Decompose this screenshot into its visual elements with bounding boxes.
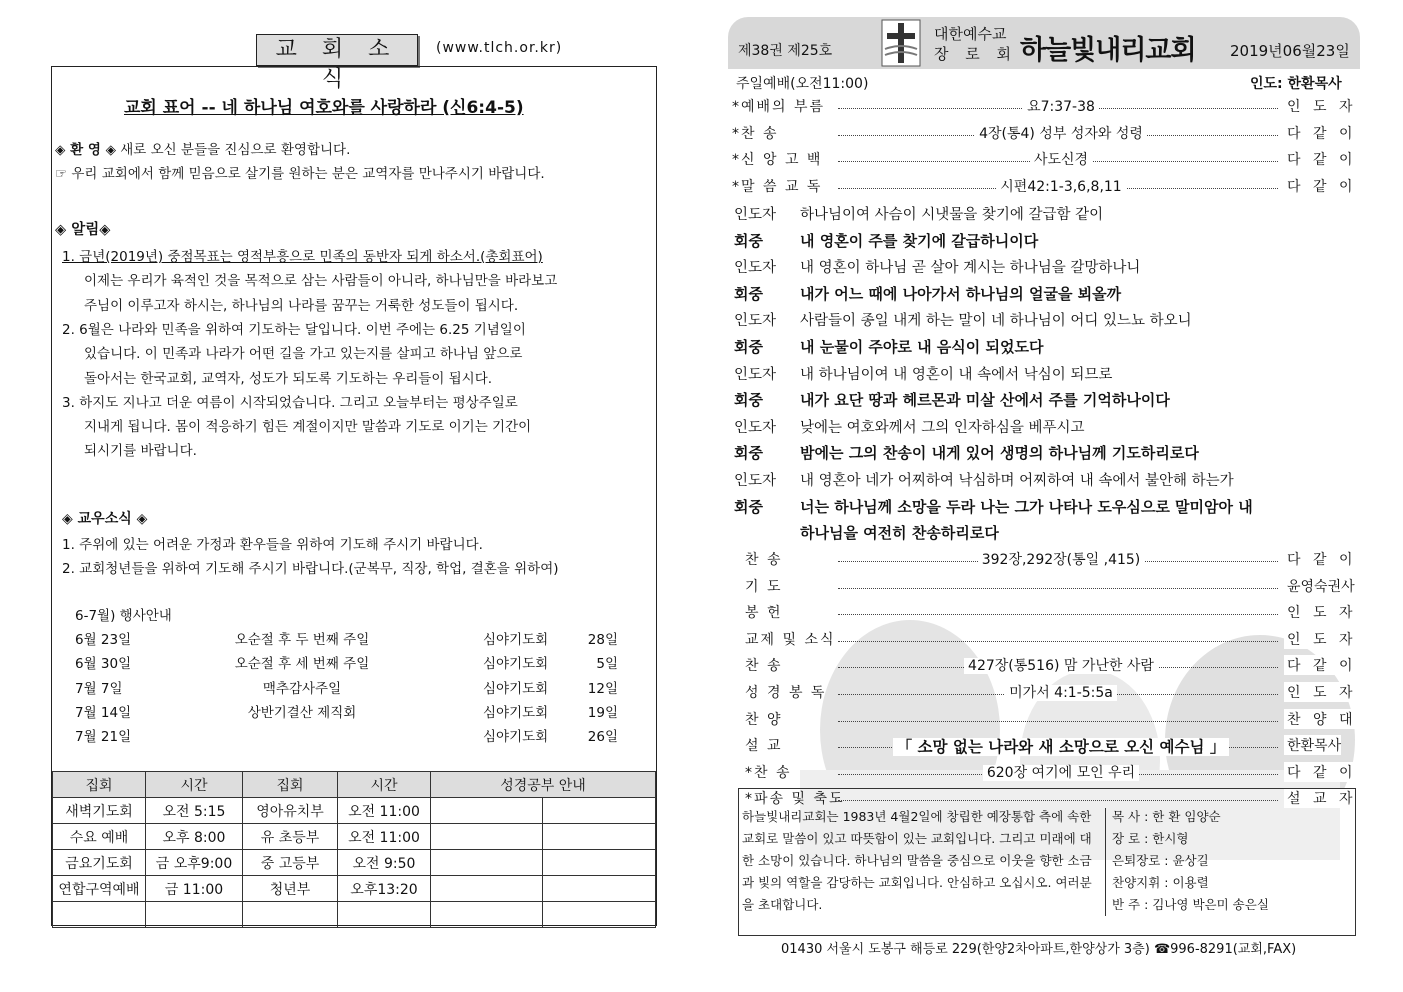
order-label: *말 씀 교 독	[732, 178, 823, 195]
order-by: 다 같 이	[1284, 176, 1356, 196]
event-day: 19일	[587, 704, 618, 721]
responsive-text: 너는 하나님께 소망을 두라 나는 그가 나타나 도우심으로 말미암아 내	[800, 497, 1253, 516]
responsive-speaker: 인도자	[734, 313, 777, 330]
dotted-leader	[838, 721, 1278, 722]
bible-study-cell	[431, 902, 543, 928]
schedule-header: 집회	[53, 772, 146, 798]
responsive-speaker: 회중	[734, 391, 763, 410]
order-by: 설 교 자	[1284, 788, 1356, 808]
order-label: 설 교	[745, 738, 783, 755]
bible-study-cell	[543, 824, 656, 850]
church-introduction: 하늘빛내리교회는 1983년 4월2일에 창립한 예장통합 측에 속한 교회로 말씀이 있고 따뜻함이 있는 교회입니다. 그리고 미래에 대한 소망이 있습니다. 하나님의 말씀을 중심으로 이웃을 향한 소금과 빛의 역할을 감당하는 교회입니다. 안심하고 오십시오. 여러분을 초대합니다.	[742, 809, 1092, 912]
responsive-text: 하나님이여 사슴이 시냇물을 찾기에 갈급함 같이	[800, 207, 1104, 223]
schedule-header: 시간	[146, 772, 243, 798]
event-name: 맥추감사주일	[262, 680, 342, 697]
worship-order-row	[0, 549, 1403, 573]
schedule-cell: 새벽기도회	[53, 798, 146, 824]
responsive-text: 내 영혼아 네가 어찌하여 낙심하며 어찌하여 내 속에서 불안해 하는가	[800, 473, 1234, 489]
worship-order-row	[0, 682, 1403, 706]
responsive-text: 내 눈물이 주야로 내 음식이 되었도다	[800, 338, 1044, 356]
schedule-cell: 오후13:20	[338, 876, 431, 902]
order-by: 인 도 자	[1284, 629, 1356, 649]
order-label: 봉 헌	[745, 605, 783, 622]
staff-entry: 장 로 : 한시형	[1112, 831, 1189, 846]
notice-line: 있습니다. 이 민족과 나라가 어떤 길을 가고 있는지를 살피고 하나님 앞으로	[84, 346, 523, 363]
bible-study-cell	[543, 850, 656, 876]
staff-list	[1112, 806, 1269, 916]
worship-order-row	[0, 762, 1403, 786]
order-label: *찬 송	[732, 125, 779, 142]
order-label: *파송 및 축도	[745, 791, 845, 808]
event-kind: 심야기도회	[483, 680, 549, 697]
denomination	[934, 24, 1017, 64]
bible-study-cell	[543, 876, 656, 902]
event-name: 오순절 후 세 번째 주일	[234, 656, 370, 673]
order-by: 다 같 이	[1284, 655, 1356, 675]
responsive-speaker: 회중	[734, 231, 763, 250]
order-content: 427장(통516) 맘 가난한 사람	[964, 658, 1158, 674]
worship-order-row	[0, 709, 1403, 733]
schedule-cell	[243, 902, 338, 928]
worship-order-row	[0, 735, 1403, 759]
order-by: 인 도 자	[1284, 96, 1356, 116]
schedule-cell	[53, 902, 146, 928]
order-content: 4장(통4) 성부 성자와 성령	[975, 126, 1147, 142]
responsive-speaker: 회중	[734, 338, 763, 356]
order-by: 윤영숙권사	[1284, 576, 1355, 596]
notice-line: 1. 금년(2019년) 중점목표는 영적부흥으로 민족의 동반자 되게 하소서.(총회표어)	[62, 249, 543, 265]
bible-study-cell	[431, 850, 543, 876]
welcome-text: 새로 오신 분들을 진심으로 환영합니다.	[120, 142, 351, 158]
notice-line: 이제는 우리가 육적인 것을 목적으로 삼는 사람들이 아니라, 하나님만을 바라보고	[84, 273, 558, 290]
order-by: 한환목사	[1284, 735, 1341, 755]
schedule-cell: 오전 5:15	[146, 798, 243, 824]
responsive-text: 내가 요단 땅과 헤르몬과 미살 산에서 주를 기억하나이다	[800, 391, 1170, 410]
staff-entry: 목 사 : 한 환 임양순	[1112, 809, 1221, 824]
order-label: *찬 송	[745, 764, 792, 781]
event-day: 5일	[596, 656, 618, 673]
info-divider	[1105, 808, 1106, 916]
church-name: 하늘빛내리교회	[1020, 35, 1196, 66]
schedule-cell: 유 초등부	[243, 824, 338, 850]
event-day: 28일	[587, 632, 618, 648]
dotted-leader	[838, 614, 1278, 615]
order-by: 다 같 이	[1284, 549, 1356, 569]
worship-order-row	[0, 629, 1403, 653]
schedule-cell: 청년부	[243, 876, 338, 902]
responsive-text: 하나님을 여전히 찬송하리로다	[800, 524, 999, 543]
order-by: 다 같 이	[1284, 762, 1356, 782]
order-content: 시편42:1-3,6,8,11	[996, 179, 1125, 195]
order-label: *신 앙 고 백	[732, 152, 823, 168]
schedule-cell: 수요 예배	[53, 824, 146, 850]
event-name: 상반기결산 제직회	[247, 704, 357, 721]
order-label: 기 도	[745, 578, 783, 595]
order-by: 인 도 자	[1284, 602, 1356, 622]
worship-order-row	[0, 655, 1403, 679]
member-news-heading: ◈ 교우소식 ◈	[62, 511, 148, 527]
notice-line: 3. 하지도 지나고 더운 여름이 시작되었습니다. 그리고 오늘부터는 평상주일로	[62, 394, 518, 411]
member-news-item: 1. 주위에 있는 어려운 가정과 환우들을 위하여 기도해 주시기 바랍니다.	[62, 537, 483, 553]
schedule-cell: 금요기도회	[53, 850, 146, 876]
service-time: 주일예배(오전11:00)	[736, 76, 869, 92]
order-label: 찬 양	[745, 711, 783, 728]
church-motto: 교회 표어 -- 네 하나님 여호와를 사랑하라 (신6:4-5)	[124, 98, 524, 118]
schedule-cell: 금 11:00	[146, 876, 243, 902]
church-url[interactable]: (www.tlch.or.kr)	[436, 40, 563, 56]
responsive-text: 내 영혼이 하나님 곧 살아 계시는 하나님을 갈망하나니	[800, 260, 1141, 277]
schedule-row	[53, 876, 656, 902]
order-label: 찬 송	[745, 552, 783, 568]
order-by: 다 같 이	[1284, 123, 1356, 143]
order-by: 다 같 이	[1284, 149, 1356, 169]
order-content: 「 소망 없는 나라와 새 소망으로 오신 예수님 」	[893, 738, 1230, 756]
bible-study-cell	[431, 876, 543, 902]
schedule-cell: 오전 11:00	[338, 824, 431, 850]
order-by: 찬 양 대	[1284, 709, 1356, 729]
schedule-cell: 연합구역예배	[53, 876, 146, 902]
schedule-cell: 오전 9:50	[338, 850, 431, 876]
worship-order-row	[0, 576, 1403, 600]
schedule-cell: 영아유치부	[243, 798, 338, 824]
schedule-header: 집회	[243, 772, 338, 798]
schedule-cell: 오후 8:00	[146, 824, 243, 850]
staff-entry: 찬양지휘 : 이용렬	[1112, 875, 1209, 890]
worship-order-row	[0, 176, 1403, 200]
responsive-speaker: 인도자	[734, 473, 777, 489]
welcome-line2: ☞ 우리 교회에서 함께 믿음으로 살기를 원하는 분은 교역자를 만나주시기 바랍니다.	[55, 166, 545, 182]
event-date: 6월 23일	[75, 632, 132, 648]
responsive-speaker: 인도자	[734, 260, 777, 277]
order-content: 620장 여기에 모인 우리	[983, 765, 1139, 781]
notice-line: 2. 6월은 나라와 민족을 위하여 기도하는 달입니다. 이번 주에는 6.25 기념일이	[62, 321, 526, 338]
event-kind: 심야기도회	[483, 632, 549, 648]
order-label: 교제 및 소식	[745, 631, 836, 648]
responsive-text: 밤에는 그의 찬송이 내게 있어 생명의 하나님께 기도하리로다	[800, 444, 1199, 463]
responsive-speaker: 회중	[734, 284, 763, 303]
volume-number: 제38권 제25호	[738, 43, 833, 59]
church-address: 01430 서울시 도봉구 해등로 229(한양2차아파트,한양상가 3층) ☎996-8291(교회,FAX)	[781, 942, 1297, 957]
order-label: *예배의 부름	[732, 99, 826, 115]
schedule-cell	[338, 902, 431, 928]
bulletin-date: 2019년06월23일	[1230, 42, 1350, 60]
event-day: 26일	[587, 729, 618, 746]
schedule-row	[53, 902, 656, 928]
member-news-item: 2. 교회청년들을 위하여 기도해 주시기 바랍니다.(군복무, 직장, 학업, 결혼을 위하여)	[62, 561, 559, 577]
event-name: 오순절 후 두 번째 주일	[234, 632, 370, 648]
worship-order-row	[0, 149, 1403, 173]
event-day: 12일	[587, 680, 618, 697]
bible-study-cell	[431, 824, 543, 850]
order-content: 미가서 4:1-5:5a	[1005, 685, 1117, 701]
order-content: 사도신경	[1030, 152, 1092, 168]
denomination-line: 대한예수교	[934, 25, 1007, 43]
worship-order-row	[0, 602, 1403, 626]
schedule-cell	[146, 902, 243, 928]
event-date: 7월 14일	[75, 704, 132, 721]
schedule-cell: 중 고등부	[243, 850, 338, 876]
schedule-row	[53, 824, 656, 850]
bible-study-cell	[543, 902, 656, 928]
news-title: 교 회 소 식	[256, 34, 418, 66]
responsive-speaker: 인도자	[734, 419, 777, 436]
staff-entry: 반 주 : 김나영 박은미 송은실	[1112, 897, 1269, 912]
service-leader: 인도: 한환목사	[1250, 76, 1342, 92]
staff-entry: 은퇴장로 : 윤상길	[1112, 853, 1209, 868]
event-kind: 심야기도회	[483, 656, 549, 673]
schedule-cell: 오전 11:00	[338, 798, 431, 824]
worship-order-row	[0, 123, 1403, 147]
schedule-cell: 금 오후9:00	[146, 850, 243, 876]
responsive-text: 내 하나님이여 내 영혼이 내 속에서 낙심이 되므로	[800, 366, 1113, 383]
order-content: 392장,292장(통일 ,415)	[978, 552, 1145, 568]
event-kind: 심야기도회	[483, 704, 549, 721]
denomination-line: 장 로 회	[934, 45, 1018, 63]
responsive-text: 낮에는 여호와께서 그의 인자하심을 베푸시고	[800, 419, 1085, 436]
worship-order-row	[0, 96, 1403, 120]
notice-line: 돌아서는 한국교회, 교역자, 성도가 되도록 기도하는 우리들이 됩시다.	[84, 370, 493, 387]
cross-logo-icon	[881, 19, 921, 67]
notice-line: 주님이 이루고자 하시는, 하나님의 나라를 꿈꾸는 거룩한 성도들이 됩시다.	[84, 297, 519, 314]
dotted-leader	[838, 588, 1278, 589]
events-heading: 6-7월) 행사안내	[75, 608, 172, 624]
responsive-text: 사람들이 종일 내게 하는 말이 네 하나님이 어디 있느뇨 하오니	[800, 313, 1192, 330]
responsive-speaker: 인도자	[734, 207, 777, 223]
notice-line: 되시기를 바랍니다.	[84, 443, 197, 460]
notice-heading: ◈ 알림◈	[55, 222, 111, 238]
order-content: 요7:37-38	[1023, 99, 1099, 115]
responsive-speaker: 인도자	[734, 366, 777, 383]
order-label: 성 경 봉 독	[745, 685, 827, 701]
responsive-speaker: 회중	[734, 497, 763, 516]
event-kind: 심야기도회	[483, 729, 549, 746]
schedule-header: 성경공부 안내	[431, 772, 656, 798]
schedule-row	[53, 850, 656, 876]
schedule-header: 시간	[338, 772, 431, 798]
responsive-text: 내가 어느 때에 나아가서 하나님의 얼굴을 뵈올까	[800, 284, 1122, 303]
notice-line: 지내게 됩니다. 몸이 적응하기 힘든 계절이지만 말씀과 기도로 이기는 기간이	[84, 419, 532, 436]
order-by: 인 도 자	[1284, 682, 1356, 702]
welcome-heading: ◈ 환 영 ◈	[55, 142, 116, 158]
order-label: 찬 송	[745, 658, 783, 675]
dotted-leader	[838, 641, 1278, 642]
responsive-speaker: 회중	[734, 444, 763, 463]
event-date: 7월 7일	[75, 680, 123, 697]
event-date: 7월 21일	[75, 729, 132, 746]
event-date: 6월 30일	[75, 656, 132, 673]
responsive-text: 내 영혼이 주를 찾기에 갈급하니이다	[800, 231, 1039, 250]
